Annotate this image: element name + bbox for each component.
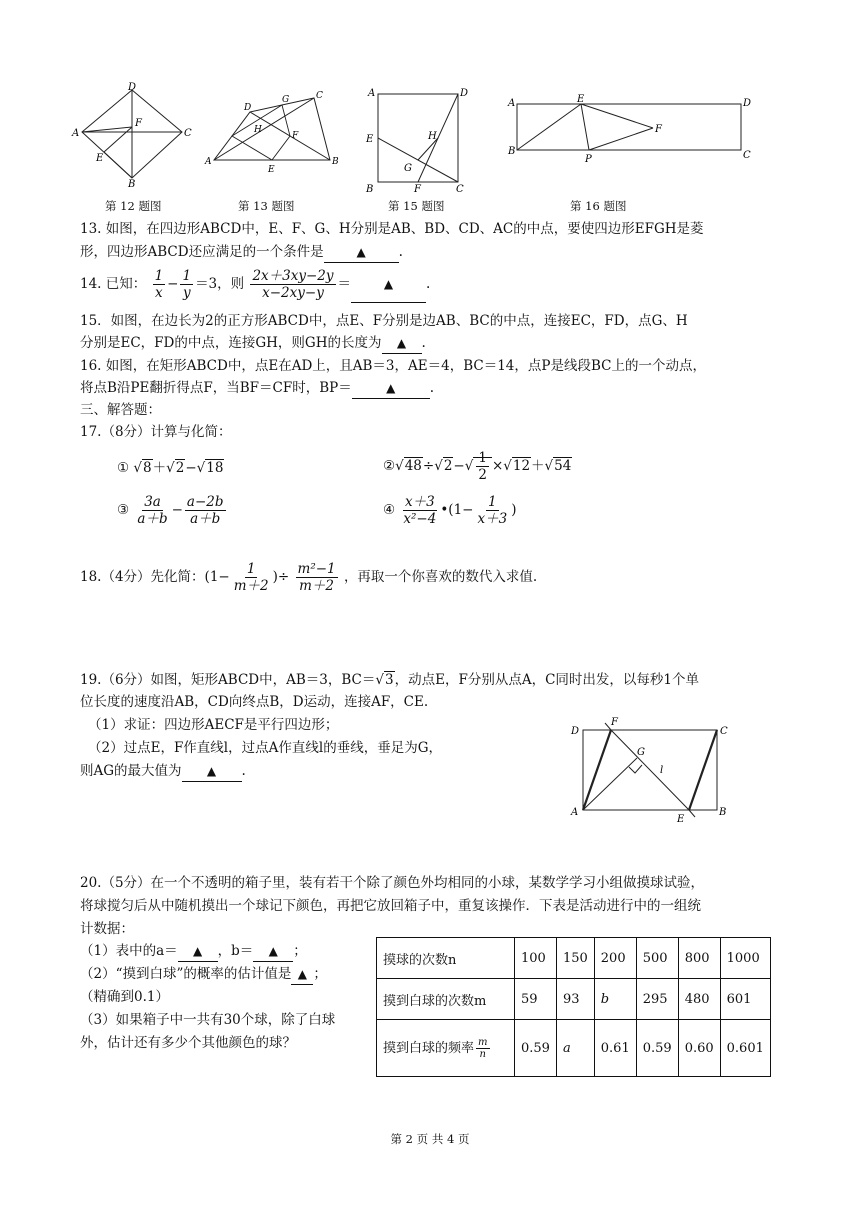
svg-text:C: C [456, 184, 464, 195]
q19-answer-blank[interactable]: ▲ [182, 761, 242, 782]
svg-text:l: l [660, 765, 664, 776]
q17-expr-1: ① √8＋√2−√18 [117, 460, 224, 476]
q20-prob-blank[interactable]: ▲ [291, 964, 313, 985]
page-footer: 第 2 页 共 4 页 [390, 1132, 470, 1146]
q20-a-blank[interactable]: ▲ [178, 941, 218, 962]
svg-text:F: F [135, 118, 142, 129]
svg-text:F: F [655, 124, 662, 135]
figure-19 [565, 715, 735, 825]
q20-b-blank[interactable]: ▲ [253, 941, 293, 962]
figure-15 [360, 84, 475, 196]
svg-text:A: A [205, 157, 212, 167]
figure-12 [70, 82, 200, 187]
q19-line1: 19.（6分）如图，矩形ABCD中，AB＝3，BC＝√3，动点E，F分别从点A，C同时出发，以每秒1个单 [80, 672, 699, 688]
svg-text:B: B [719, 807, 727, 818]
q16-line1: 16. 如图，在矩形ABCD中，点E在AD上，且AB＝3，AE＝4，BC＝14，点P是线段BC上的一个动点， [80, 358, 706, 374]
q20-part3-b: 外，估计还有多少个其他颜色的球？ [80, 1035, 296, 1051]
q16-line2: 将点B沿PE翻折得点F，当BF＝CF时，BP＝ ▲ . [80, 378, 434, 399]
q13-line1: 13. 如图，在四边形ABCD中，E、F、G、H分别是AB、BD、CD、AC的中点，要使四边形EFGH是菱 [80, 221, 704, 237]
svg-text:C: C [184, 128, 192, 139]
q20-part3-a: （3）如果箱子中一共有30个球，除了白球 [80, 1012, 336, 1028]
svg-text:B: B [366, 184, 374, 195]
svg-text:C: C [720, 726, 728, 737]
svg-text:F: F [611, 717, 618, 728]
svg-text:E: E [96, 153, 104, 164]
data-table [376, 937, 771, 1077]
q13-line2: 形，四边形ABCD还应满足的一个条件是 ▲ . [80, 242, 403, 263]
svg-text:F: F [292, 131, 299, 141]
q20-line3: 计数据： [80, 921, 134, 937]
fig12-caption: 第 12 题图 [105, 199, 162, 213]
q17-expr-2: ②√48÷√2−√ $\frac{1}{2}$ ×√12＋√54 [383, 450, 572, 483]
svg-text:E: E [577, 94, 585, 105]
svg-text:B: B [332, 157, 339, 167]
fig13-caption: 第 13 题图 [238, 199, 295, 213]
svg-text:E: E [268, 165, 275, 175]
q17-title: 17.（8分）计算与化简： [80, 424, 232, 440]
q20-line2: 将球搅匀后从中随机摸出一个球记下颜色，再把它放回箱子中，重复该操作．下表是活动进行中的一组统 [80, 898, 701, 914]
fig16-caption: 第 16 题图 [570, 199, 627, 213]
fig15-caption: 第 15 题图 [388, 199, 445, 213]
svg-text:B: B [128, 179, 136, 187]
figure-16 [505, 92, 755, 167]
svg-text:A: A [571, 807, 579, 818]
q17-expr-3: ③ $\frac{3a}{a+b}$ − $\frac{a-2b}{a+b}$ [117, 494, 224, 527]
svg-text:F: F [414, 184, 421, 195]
svg-text:P: P [585, 154, 592, 165]
section-heading: 三、解答题： [80, 402, 161, 418]
table-row: 摸球的次数n 100 150 200 500 800 1000 [377, 938, 771, 979]
q19-part2: （2）过点E，F作直线l，过点A作直线l的垂线，垂足为G， [88, 740, 442, 756]
q19-part1: （1）求证：四边形AECF是平行四边形； [88, 717, 339, 733]
table-row: 摸到白球的频率 $\frac{m}{n}$ 0.59 a 0.61 0.59 0.60 0.601 [377, 1020, 771, 1077]
q14-line: 14. 已知： $\frac{1}{x}$ − $\frac{1}{y}$ ＝3，则 $\frac{2x+3xy-2y}{x-2xy-y}$ ＝ ▲ . [80, 268, 431, 301]
svg-text:E: E [677, 814, 685, 825]
svg-text:D: D [460, 88, 469, 99]
q15-line2: 分别是EC，FD的中点，连接GH，则GH的长度为 ▲ . [80, 333, 426, 354]
svg-text:B: B [508, 146, 516, 157]
q20-part2-note: （精确到0.1） [80, 989, 169, 1005]
table-row: 摸到白球的次数m 59 93 b 295 480 601 [377, 979, 771, 1020]
q18-line: 18.（4分）先化简：(1− $\frac{1}{m+2}$ )÷ $\frac{\text{m²−1}}{m+2}$ ，再取一个你喜欢的数代入求值. [80, 561, 538, 594]
svg-text:A: A [72, 128, 80, 139]
svg-text:G: G [404, 163, 412, 174]
fig13-label: D [244, 103, 252, 113]
svg-text:H: H [428, 131, 437, 142]
q15-answer-blank[interactable]: ▲ [382, 333, 422, 354]
q16-answer-blank[interactable]: ▲ [352, 378, 430, 399]
fig12-label: D [128, 82, 137, 93]
svg-text:C: C [316, 91, 323, 101]
q15-line1: 15．如图，在边长为2的正方形ABCD中，点E、F分别是边AB、BC的中点，连接EC，FD，点G、H [80, 313, 688, 329]
q17-expr-4: ④ $\frac{x+3}{\text{x²−4}}$ •(1− $\frac{1}{x+3}$ ) [383, 494, 517, 527]
svg-text:G: G [637, 747, 645, 758]
q20-part2: （2）“摸到白球”的概率的估计值是 ▲ ； [80, 964, 327, 985]
fig19-label: D [571, 726, 580, 737]
svg-text:D: D [743, 98, 752, 109]
q19-part3: 则AG的最大值为 ▲ . [80, 761, 246, 782]
q20-line1: 20.（5分）在一个不透明的箱子里，装有若干个除了颜色外均相同的小球，某数学学习小组做摸球试验， [80, 875, 705, 891]
svg-text:H: H [254, 125, 262, 135]
svg-text:C: C [743, 150, 751, 161]
q19-line2: 位长度的速度沿AB，CD向终点B，D运动，连接AF，CE. [80, 694, 429, 710]
fig16-label: A [508, 98, 516, 109]
q14-answer-blank[interactable]: ▲ [351, 266, 426, 303]
q20-part1: （1）表中的a＝ ▲ ，b＝ ▲ ； [80, 941, 307, 962]
svg-text:E: E [366, 134, 374, 145]
svg-text:G: G [282, 95, 290, 105]
figure-13 [202, 88, 342, 178]
fig15-label: A [368, 88, 376, 99]
q13-answer-blank[interactable]: ▲ [324, 242, 399, 263]
